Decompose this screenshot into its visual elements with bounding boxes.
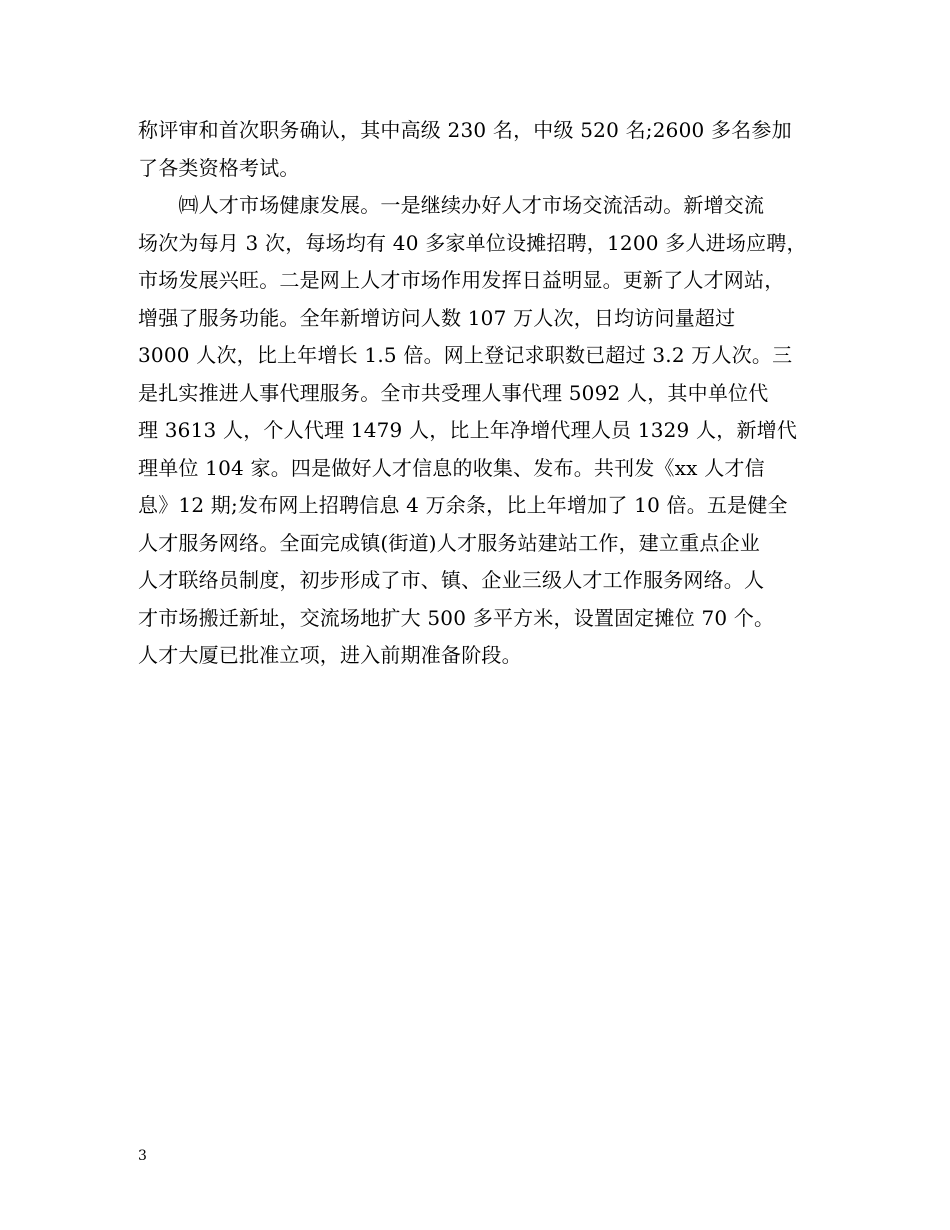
text-line: 是扎实推进人事代理服务。全市共受理人事代理 5092 人，其中单位代 [138,380,769,405]
text-line: 人才大厦已批准立项，进入前期准备阶段。 [138,643,522,667]
text-line: 3000 人次，比上年增长 1.5 倍。网上登记求职数已超过 3.2 万人次。三 [138,343,793,367]
text-line: 市场发展兴旺。二是网上人才市场作用发挥日益明显。更新了人才网站， [138,268,785,292]
text-line: 理单位 104 家。四是做好人才信息的收集、发布。共刊发《xx 人才信 [138,455,765,480]
text-line: ㈣人才市场健康发展。一是继续办好人才市场交流活动。新增交流 [138,193,765,217]
page-number: 3 [138,1148,147,1164]
text-line: 理 3613 人，个人代理 1479 人，比上年净增代理人员 1329 人，新增代 [138,418,798,442]
text-line: 息》12 期;发布网上招聘信息 4 万余条，比上年增加了 10 倍。五是健全 [138,493,788,517]
text-line: 增强了服务功能。全年新增访问人数 107 万人次，日均访问量超过 [138,305,736,330]
text-line: 才市场搬迁新址，交流场地扩大 500 多平方米，设置固定摊位 70 个。 [138,605,775,630]
text-line: 了各类资格考试。 [138,155,300,180]
text-line: 称评审和首次职务确认，其中高级 230 名，中级 520 名;2600 多名参加 [138,118,792,142]
body-text [138,112,818,675]
text-line: 人才服务网络。全面完成镇(街道)人才服务站建站工作，建立重点企业 [138,530,761,555]
text-line: 人才联络员制度，初步形成了市、镇、企业三级人才工作服务网络。人 [138,568,765,592]
text-line: 场次为每月 3 次，每场均有 40 多家单位设摊招聘，1200 多人进场应聘， [138,230,807,255]
